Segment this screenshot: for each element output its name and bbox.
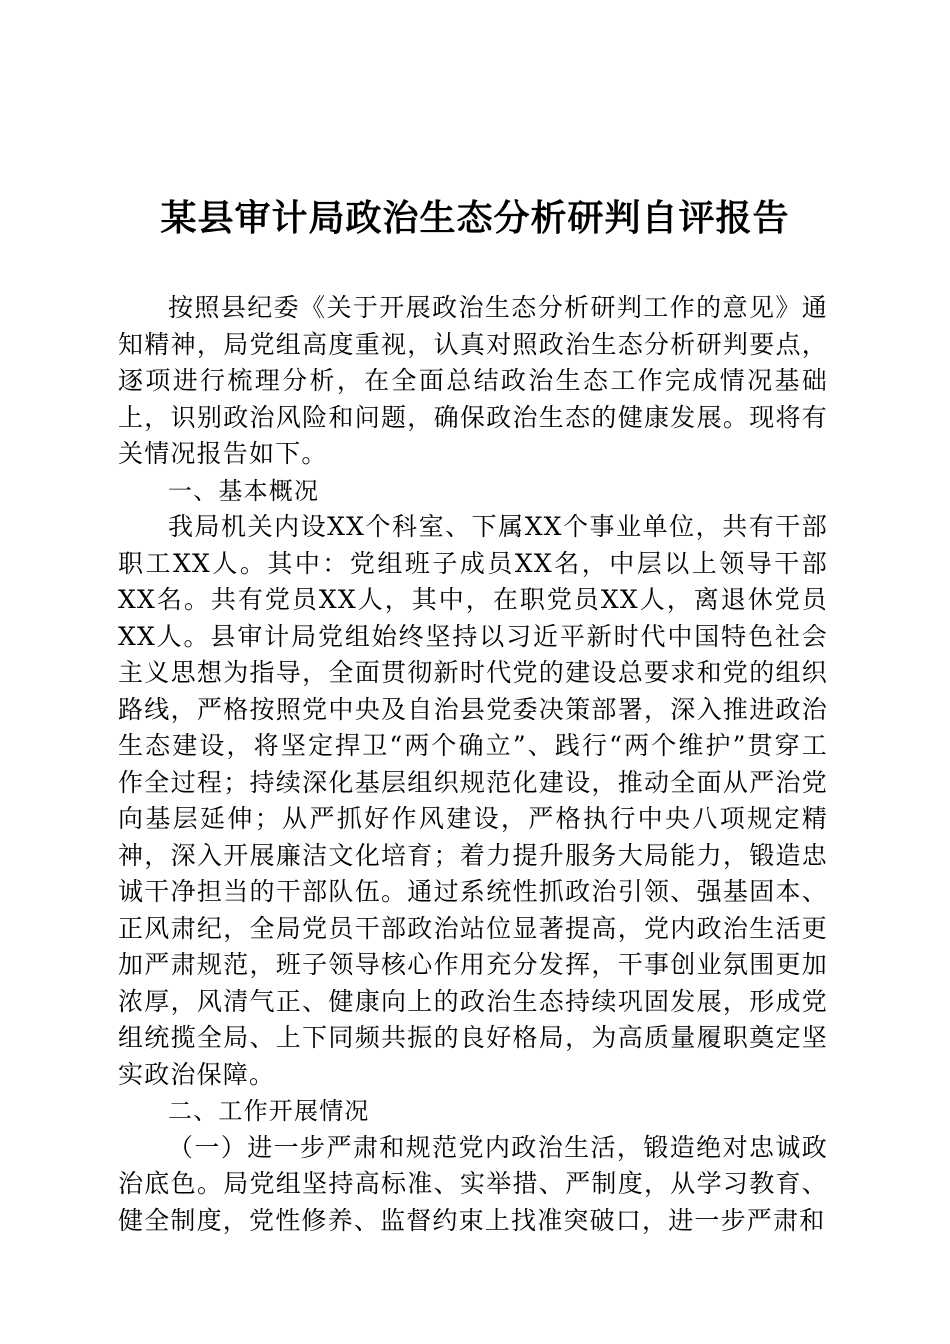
work-progress-paragraph: （一）进一步严肃和规范党内政治生活，锻造绝对忠诚政治底色。局党组坚持高标准、实举措、严制度，从学习教育、健全制度，党性修养、监督约束上找准突破口，进一步严肃和 <box>118 1132 828 1235</box>
basic-overview-paragraph: 我局机关内设XX个科室、下属XX个事业单位，共有干部职工XX人。其中：党组班子成员XX名，中层以上领导干部XX名。共有党员XX人，其中，在职党员XX人，离退休党员XX人。县审计局党组始终坚持以习近平新时代中国特色社会主义思想为指导，全面贯彻新时代党的建设总要求和党的组织路线，严格按照党中央及自治县党委决策部署，深入推进政治生态建设，将坚定捍卫“两个确立”、践行“两个维护”贯穿工作全过程；持续深化基层组织规范化建设，推动全面从严治党向基层延伸；从严抓好作风建设，严格执行中央八项规定精神，深入开展廉洁文化培育；着力提升服务大局能力，锻造忠诚干净担当的干部队伍。通过系统性抓政治引领、强基固本、正风肃纪，全局党员干部政治站位显著提高，党内政治生活更加严肃规范，班子领导核心作用充分发挥，干事创业氛围更加浓厚，风清气正、健康向上的政治生态持续巩固发展，形成党组统揽全局、上下同频共振的良好格局，为高质量履职奠定坚实政治保障。 <box>118 512 828 1089</box>
document-title: 某县审计局政治生态分析研判自评报告 <box>160 197 790 239</box>
document-body <box>118 290 828 1239</box>
section-heading-work-progress: 二、工作开展情况 <box>168 1097 370 1125</box>
intro-paragraph: 按照县纪委《关于开展政治生态分析研判工作的意见》通知精神，局党组高度重视，认真对照政治生态分析研判要点，逐项进行梳理分析，在全面总结政治生态工作完成情况基础上，识别政治风险和问题，确保政治生态的健康发展。现将有关情况报告如下。 <box>118 293 828 468</box>
section-heading-basic-overview: 一、基本概况 <box>168 476 320 505</box>
